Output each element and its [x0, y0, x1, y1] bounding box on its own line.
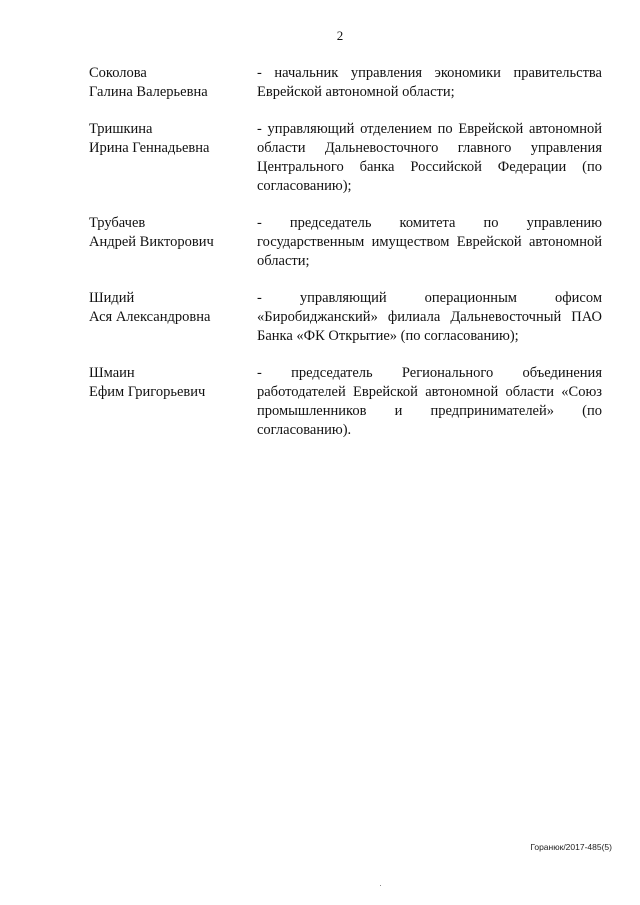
- member-surname: Соколова: [89, 65, 147, 81]
- member-entry: [89, 64, 602, 102]
- member-surname: Тришкина: [89, 121, 153, 137]
- member-name: [89, 64, 257, 102]
- member-role: - управляющий операционным офисом «Биробиджанский» филиала Дальневосточный ПАО Банка «ФК Открытие» (по согласованию);: [257, 290, 602, 344]
- member-entry: [89, 120, 602, 196]
- member-name: [89, 120, 257, 196]
- member-given-names: Ася Александровна: [89, 309, 211, 325]
- member-name: [89, 289, 257, 346]
- member-surname: Трубачев: [89, 215, 146, 231]
- member-list: [89, 64, 602, 458]
- member-surname: Шмаин: [89, 365, 135, 381]
- member-given-names: Галина Валерьевна: [89, 84, 208, 100]
- member-name: [89, 364, 257, 440]
- member-given-names: Ирина Геннадьевна: [89, 140, 210, 156]
- scan-speck: [380, 885, 381, 886]
- member-role: - управляющий отделением по Еврейской автономной области Дальневосточного главного управления Центрального банка Российской Федерации (по согласованию);: [257, 121, 602, 194]
- document-reference-code: Горанюк/2017-485(5): [530, 842, 612, 852]
- member-role: - председатель Регионального объединения работодателей Еврейской автономной области «Союз промышленников и предпринимателей» (по согласованию).: [257, 365, 602, 438]
- member-given-names: Ефим Григорьевич: [89, 384, 206, 400]
- member-name: [89, 214, 257, 271]
- page-number: 2: [336, 28, 344, 43]
- member-entry: [89, 214, 602, 271]
- member-surname: Шидий: [89, 290, 135, 306]
- member-entry: [89, 364, 602, 440]
- member-entry: [89, 289, 602, 346]
- member-role: - председатель комитета по управлению государственным имуществом Еврейской автономной области;: [257, 215, 602, 269]
- member-given-names: Андрей Викторович: [89, 234, 214, 250]
- member-role: - начальник управления экономики правительства Еврейской автономной области;: [257, 65, 602, 100]
